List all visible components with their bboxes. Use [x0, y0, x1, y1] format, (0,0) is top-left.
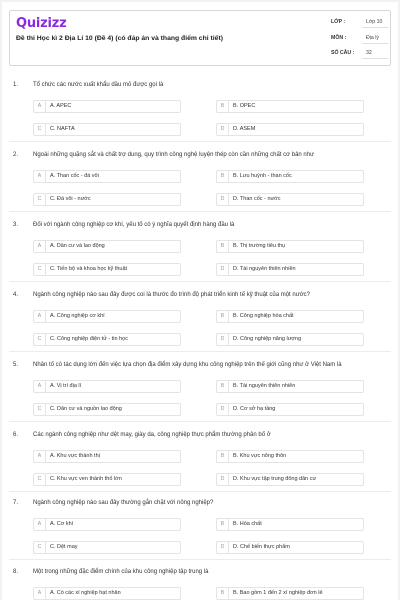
option-text: C. NAFTA [50, 126, 75, 132]
question-text: Ngành công nghiệp nào sau đây được coi là thước đo trình độ phát triển kinh tế kỹ thuật của một nước? [33, 292, 311, 298]
option-letter: C [34, 194, 46, 205]
option-d[interactable] [216, 403, 364, 416]
question-divider [9, 141, 391, 142]
question-text: Ngành công nghiệp nào sau đây thường gắn chặt với nông nghiệp? [33, 500, 214, 506]
option-letter: B [217, 171, 229, 182]
option-c[interactable] [33, 263, 181, 276]
option-letter: C [34, 264, 46, 275]
option-letter: A [34, 101, 46, 112]
option-b[interactable] [216, 450, 364, 463]
question-divider [9, 281, 391, 282]
option-text: B. OPEC [233, 103, 256, 109]
option-letter: D [217, 334, 229, 345]
question-count-label: SỐ CÂU : [331, 50, 355, 56]
option-b[interactable] [216, 310, 364, 323]
option-letter: A [34, 519, 46, 530]
question-divider [9, 211, 391, 212]
option-text: D. Công nghiệp năng lượng [233, 336, 302, 342]
option-text: D. Tài nguyên thiên nhiên [233, 266, 296, 272]
option-letter: A [34, 451, 46, 462]
option-text: A. Khu vực thành thị [50, 453, 100, 459]
question-text: Đối với ngành công nghiệp cơ khí, yếu tố có ý nghĩa quyết định hàng đầu là [33, 222, 235, 228]
option-b[interactable] [216, 380, 364, 393]
question-divider [9, 491, 391, 492]
option-letter: C [34, 542, 46, 553]
class-underline [362, 27, 388, 28]
option-b[interactable] [216, 518, 364, 531]
page-title: Đề thi Học kì 2 Địa Lí 10 (Đề 4) (có đáp án và thang điểm chi tiết) [16, 35, 223, 42]
option-letter: B [217, 519, 229, 530]
option-text: B. Công nghiệp hóa chất [233, 313, 294, 319]
option-letter: A [34, 311, 46, 322]
option-text: C. Đá vôi - nước [50, 196, 91, 202]
option-b[interactable] [216, 587, 364, 600]
worksheet-header [9, 10, 391, 66]
option-c[interactable] [33, 123, 181, 136]
option-letter: D [217, 404, 229, 415]
question-number: 2. [13, 152, 19, 158]
option-letter: B [217, 241, 229, 252]
option-letter: B [217, 381, 229, 392]
subject-label: MÔN : [331, 35, 347, 41]
option-letter: D [217, 542, 229, 553]
option-letter: B [217, 311, 229, 322]
question-text: Ngoài những quặng sắt và chất trợ dung, quy trình công nghệ luyện thép còn cần những chất cơ bản như [33, 152, 315, 158]
option-text: B. Khu vực nông thôn [233, 453, 287, 459]
option-letter: A [34, 381, 46, 392]
option-c[interactable] [33, 333, 181, 346]
option-a[interactable] [33, 518, 181, 531]
question-number: 3. [13, 222, 19, 228]
option-c[interactable] [33, 403, 181, 416]
option-text: D. Chế biến thực phẩm [233, 544, 290, 550]
option-text: C. Dệt may [50, 544, 78, 550]
option-letter: A [34, 588, 46, 599]
question-number: 8. [13, 569, 19, 575]
option-d[interactable] [216, 333, 364, 346]
option-letter: A [34, 241, 46, 252]
option-text: C. Tiến bộ và khoa học kỹ thuật [50, 266, 128, 272]
option-letter: C [34, 124, 46, 135]
option-letter: A [34, 171, 46, 182]
option-letter: C [34, 334, 46, 345]
worksheet-page [2, 2, 398, 600]
option-b[interactable] [216, 100, 364, 113]
option-a[interactable] [33, 450, 181, 463]
question-text: Một trong những đặc điểm chính của khu công nghiệp tập trung là [33, 569, 209, 575]
option-d[interactable] [216, 123, 364, 136]
option-text: A. Vị trí địa lí [50, 383, 82, 389]
option-letter: C [34, 404, 46, 415]
question-count-underline [362, 58, 388, 59]
option-b[interactable] [216, 240, 364, 253]
option-letter: D [217, 474, 229, 485]
option-text: C. Công nghiệp điện tử - tin học [50, 336, 128, 342]
class-label: LỚP : [331, 19, 346, 25]
option-text: B. Hóa chất [233, 521, 262, 527]
option-a[interactable] [33, 587, 181, 600]
option-letter: D [217, 124, 229, 135]
option-text: B. Bao gồm 1 đến 2 xí nghiệp đơn lẻ [233, 590, 323, 596]
question-divider [9, 351, 391, 352]
option-letter: B [217, 101, 229, 112]
option-d[interactable] [216, 193, 364, 206]
option-text: D. Khu vực tập trung đông dân cư [233, 476, 317, 482]
question-divider [9, 421, 391, 422]
option-a[interactable] [33, 310, 181, 323]
question-number: 1. [13, 82, 19, 88]
question-number: 4. [13, 292, 19, 298]
question-text: Tổ chức các nước xuất khẩu dầu mỏ được gọi là [33, 82, 164, 88]
option-text: D. ASEM [233, 126, 256, 132]
option-text: A. Cơ khí [50, 521, 74, 527]
option-text: D. Than cốc - nước [233, 196, 281, 202]
option-c[interactable] [33, 473, 181, 486]
option-text: A. Than cốc - đá vôi [50, 173, 99, 179]
option-b[interactable] [216, 170, 364, 183]
option-text: B. Thị trường tiêu thụ [233, 243, 286, 249]
option-letter: D [217, 194, 229, 205]
question-number: 6. [13, 432, 19, 438]
question-text: Nhân tố có tác dụng lớn đến việc lựa chọn địa điểm xây dựng khu công nghiệp trên thế giới cũng như ở Việt Nam là [33, 362, 342, 368]
option-text: A. Công nghiệp cơ khí [50, 313, 105, 319]
option-text: B. Tài nguyên thiên nhiên [233, 383, 296, 389]
option-text: D. Cơ sở hạ tầng [233, 406, 276, 412]
option-a[interactable] [33, 100, 181, 113]
option-text: C. Dân cư và nguồn lao động [50, 406, 122, 412]
option-c[interactable] [33, 193, 181, 206]
option-text: B. Lưu huỳnh - than cốc [233, 173, 292, 179]
option-letter: B [217, 588, 229, 599]
option-letter: C [34, 474, 46, 485]
option-a[interactable] [33, 380, 181, 393]
option-c[interactable] [33, 541, 181, 554]
quizizz-logo: Quizizz [16, 16, 67, 31]
option-d[interactable] [216, 263, 364, 276]
subject-underline [362, 43, 388, 44]
option-letter: B [217, 451, 229, 462]
question-count-value: 32 [366, 50, 372, 56]
question-number: 7. [13, 500, 19, 506]
option-d[interactable] [216, 541, 364, 554]
question-text: Các ngành công nghiệp như dệt may, giày da, công nghiệp thực phẩm thường phân bố ở [33, 432, 271, 438]
option-letter: D [217, 264, 229, 275]
option-text: C. Khu vực ven thành thố lớn [50, 476, 122, 482]
option-text: A. Có các xí nghiệp hạt nhân [50, 590, 121, 596]
option-d[interactable] [216, 473, 364, 486]
class-value: Lớp 10 [366, 19, 383, 25]
question-divider [9, 559, 391, 560]
option-a[interactable] [33, 240, 181, 253]
subject-value: Địa lý [366, 35, 379, 41]
option-a[interactable] [33, 170, 181, 183]
option-text: A. Dân cư và lao động [50, 243, 105, 249]
option-text: A. APEC [50, 103, 72, 109]
question-number: 5. [13, 362, 19, 368]
